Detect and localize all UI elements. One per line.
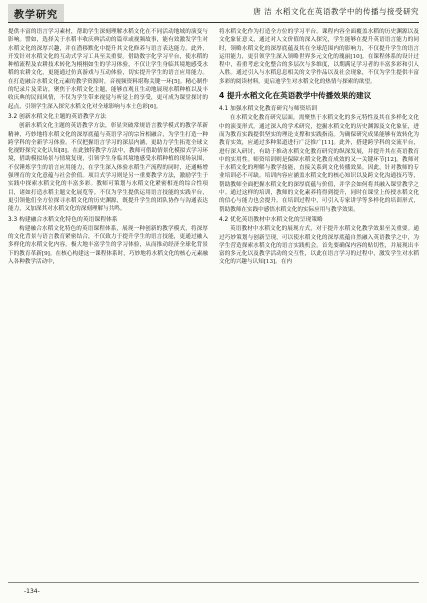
paragraph: 将水稻文化作为打造全方位的学习平台。课程内容全面覆盖水稻的历史渊源以及文化象征意义，通过对人文价值的深入探究，学生能够在提升英语语言能力的同时，领略水稻文化的深厚底蕴及其在全球范围内的影响力，不仅提升学生的语言运用能力，更引领学生深入领略世界多元文化的瑰丽[10]。在课程体系的设计过程中，着重考虑文化整合的多层次与多维度，以期满足学习者的丰富多彩和引人入胜。通过引入与水稻息息相关的文学作品以及社会现象，不仅为学生提供丰富多彩的阅读材料，更启迪学生对水稻文化的热情与探索的欲望。: [219, 29, 419, 85]
subsection-heading: 3.2 创新水稻文化主题的英语教学方法: [8, 113, 107, 120]
paragraph: 英语教材中水稻文化的展现方式，对于提升水稻文化教学效果至关重要。通过巧妙策划与创新呈现，可以使水稻文化的深厚底蕴自然融入英语教学之中，为学生营造探索水稻文化的语言实践机会。首先要确保内容的贴切性，并展现出丰富的多元化以及教学活动的交互性，以此在语言学习的过程中，激发学生对水稻文化的兴趣与认知[13]。在内: [219, 226, 419, 266]
paragraph: 创新水稻文化主题的英语教学方法，彰显突破常规语言教学模式的教学革新精神，巧妙地将水稻文化的深厚底蕴与英语学习的宗旨相融合，为学生打造一种跨学科的全新学习体验。不仅把握语言学习的深层内涵，更助力学生拓宽全球文化视野探究文化认知[8]。在此独特教学方法中，教师可借助情景化模拟式学习环境，借助模拟场景与情境复现，引领学生身临其境地感受水稻种植的现场氛围，不仅锤炼学生的语言应用能力，在学生深入体验水稻生产流程的同时，还通畅增强理育的文化意蕴与社会价值。项目式学习则是另一重要教学方法，激励学生于实践中探索水稻文化的丰富多彩。教师可策划与水稻文化紧密相连的综合性项目，诸如打造水稻主题文化展览等。不仅为学生提供运用语言技能的实践平台，更引领他们全方位探寻水稻文化的历史渊源，既提升学生的团队协作与沟通表达能力，又加深其对水稻文化的深刻理解与共鸣。: [8, 123, 208, 213]
paragraph: 在水稻文化教育研究层面，需聚焦于水稻文化的多元特性及其在多样化文化中的演变形式。通过深入的学术研究，挖掘水稻文化的历史渊源及文化象征，进而为教育实践提供坚实的理论支撑和实践指南。为确保研究成果能够有效转化为教育实效，应通过多种渠道进行广泛推广[11]。此外，搭建跨学科的交流平台，进行深入研讨，有助于推动水稻文化教育研究的纵深发展，并提升其在英语教育中的实用性。师资培训则是保障水稻文化教育成效的又一关键环节[12]。教师对于水稻文化的理解与教学技能，直接关系到文化传播效果。因此，针对教师的专业培训必不可缺。培训内容应涵盖水稻文化的核心知识以及跨文化沟通技巧等，帮助教师全面把握水稻文化的深厚底蕴与价值，并学会如何将其融入课堂教学之中。通过这样的培训，教师的文化素养将得到提升，同时在课堂上传授水稻文化的信心与能力也会提升。在培训过程中，可引入专家讲学等多样化的培训形式，帮助教师在实践中感悟水稻文化的实际应用与教学效果。: [219, 115, 419, 213]
right-column: [219, 28, 419, 575]
footer-rule: [8, 582, 419, 583]
page-header: [0, 0, 427, 24]
subsection-heading: 4.1 加强水稻文化教育研究与师资培训: [219, 106, 318, 113]
running-title: 唐 洁 水稻文化在英语教学中的传播与接受研究: [253, 7, 419, 16]
section-label: 教学研究: [8, 4, 64, 23]
page-number: -134-: [24, 588, 40, 595]
subsection-heading: 4.2 优化英语教材中水稻文化的呈现策略: [219, 216, 323, 223]
paragraph: 构建融合水稻文化特色的英语课程体系，展现一种创新的教学模式，将深厚的文化背景与语言教育紧密结合，不仅致力于提升学生的语言技能，更通过融入多样化的水稻文化内容，极大地丰富学生的学习体验，从而推动经济全球化背景下的教育革新[9]。在核心构建这一课程体系时，巧妙地将水稻文化的核心元素融入各种教学活动中，: [8, 225, 208, 266]
left-column: [8, 28, 208, 575]
section-heading: 4 提升水稻文化在英语教学中传播效果的建议: [219, 91, 372, 101]
subsection-heading: 3.3 构建融合水稻文化特色的英语课程体系: [8, 216, 118, 223]
header-rule: [8, 22, 419, 23]
paragraph: 提供丰富的语言学习素材，帮助学生深刻理解水稻文化在不同活动地域的演变与影响。譬如，选择关于水稻丰收庆典活动的篇章或视频故事，能有效激发学生对水稻文化的深厚兴趣，并在潜移默化中提升其文化修养与语言表达能力。此外，开发针对水稻文化的互动式学习工具至关重要。借助数字化学习平台，使水稻的种植流程及农耕技术转化为栩栩如生的学习体验，不仅让学生身临其境地感受水稻的农耕文化，更能通过仿真游戏与互动体验，切实提升学生的语言应用能力。在打造融合水稻文化元素的教学资源时，音视频资料堪称关键一环[5]。精心制作的纪录片及采访，聚焦于水稻文化主题，能够直观且生动地展现水稻种植以及丰收庆典的民间风情，不仅为学生带来视觉与听觉上的享受，更可成为课堂探讨的起点，引领学生深入探究水稻文化对全球影响与本土色彩[6]。: [8, 29, 208, 110]
